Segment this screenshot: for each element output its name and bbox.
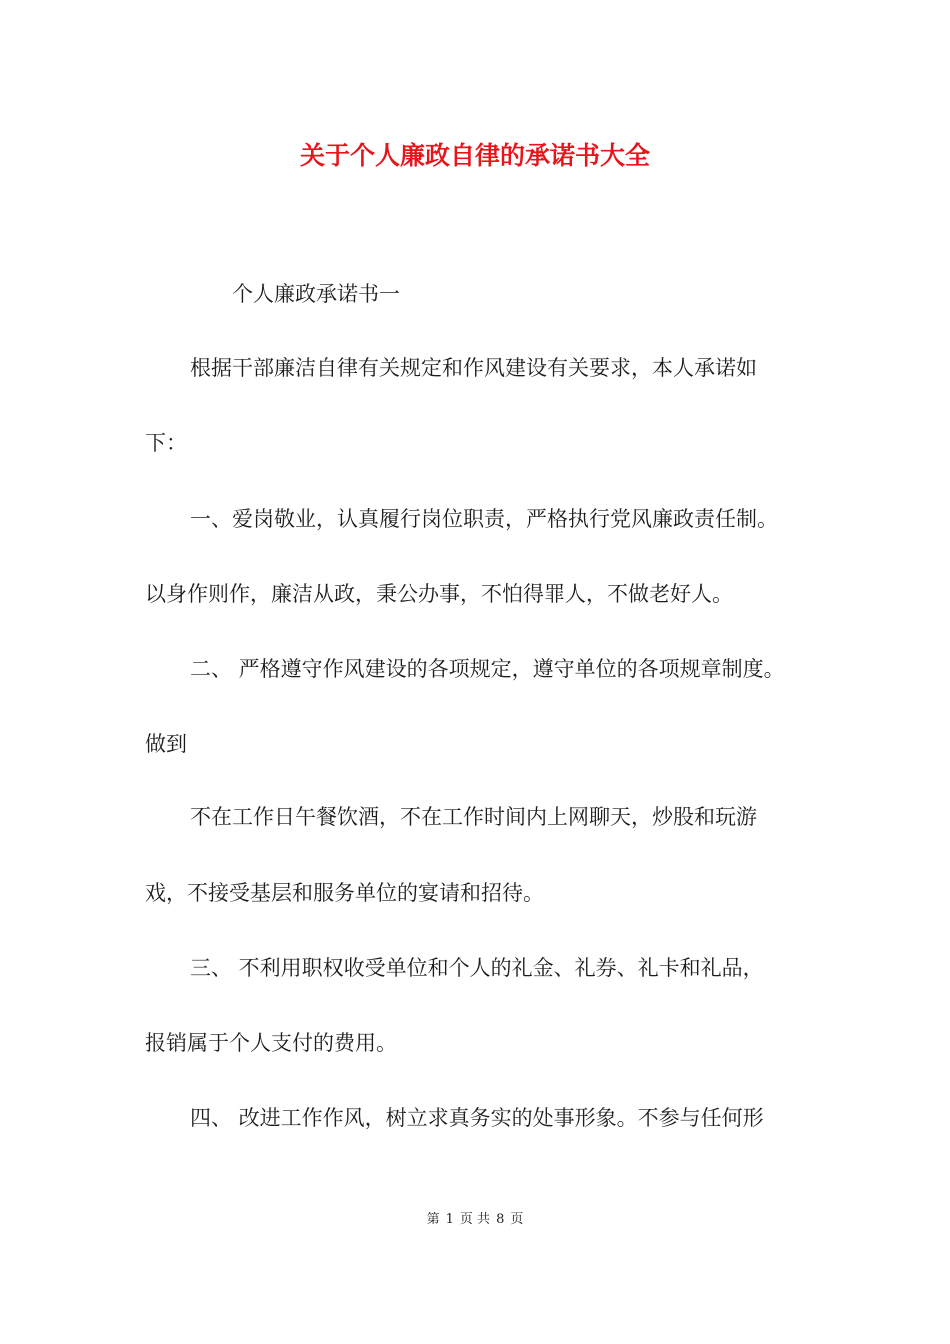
section-heading: 个人廉政承诺书一 <box>232 282 400 306</box>
paragraph-line: 二、 严格遵守作风建设的各项规定，遵守单位的各项规章制度。 <box>190 657 785 681</box>
footer-mid: 页 共 <box>459 1212 491 1227</box>
page-footer <box>0 1208 950 1227</box>
paragraph-line: 一、爱岗敬业，认真履行岗位职责，严格执行党风廉政责任制。 <box>190 507 778 531</box>
paragraph-line: 根据干部廉洁自律有关规定和作风建设有关要求，本人承诺如 <box>190 356 757 380</box>
document-title: 关于个人廉政自律的承诺书大全 <box>299 141 650 170</box>
footer-prefix: 第 <box>426 1212 440 1227</box>
paragraph-line: 以身作则作，廉洁从政，秉公办事，不怕得罪人，不做老好人。 <box>145 582 733 606</box>
footer-total-pages: 8 <box>496 1212 505 1227</box>
paragraph-line: 四、 改进工作作风，树立求真务实的处事形象。不参与任何形 <box>190 1106 764 1130</box>
paragraph-line: 报销属于个人支付的费用。 <box>145 1031 397 1055</box>
paragraph-line: 做到 <box>145 732 187 756</box>
paragraph-line: 不在工作日午餐饮酒，不在工作时间内上网聊天，炒股和玩游 <box>190 805 757 829</box>
footer-suffix: 页 <box>510 1212 524 1227</box>
footer-page-number: 1 <box>445 1212 454 1227</box>
paragraph-line: 三、 不利用职权收受单位和个人的礼金、礼券、礼卡和礼品， <box>190 956 764 980</box>
paragraph-line: 下： <box>145 431 187 455</box>
paragraph-line: 戏，不接受基层和服务单位的宴请和招待。 <box>145 881 544 905</box>
